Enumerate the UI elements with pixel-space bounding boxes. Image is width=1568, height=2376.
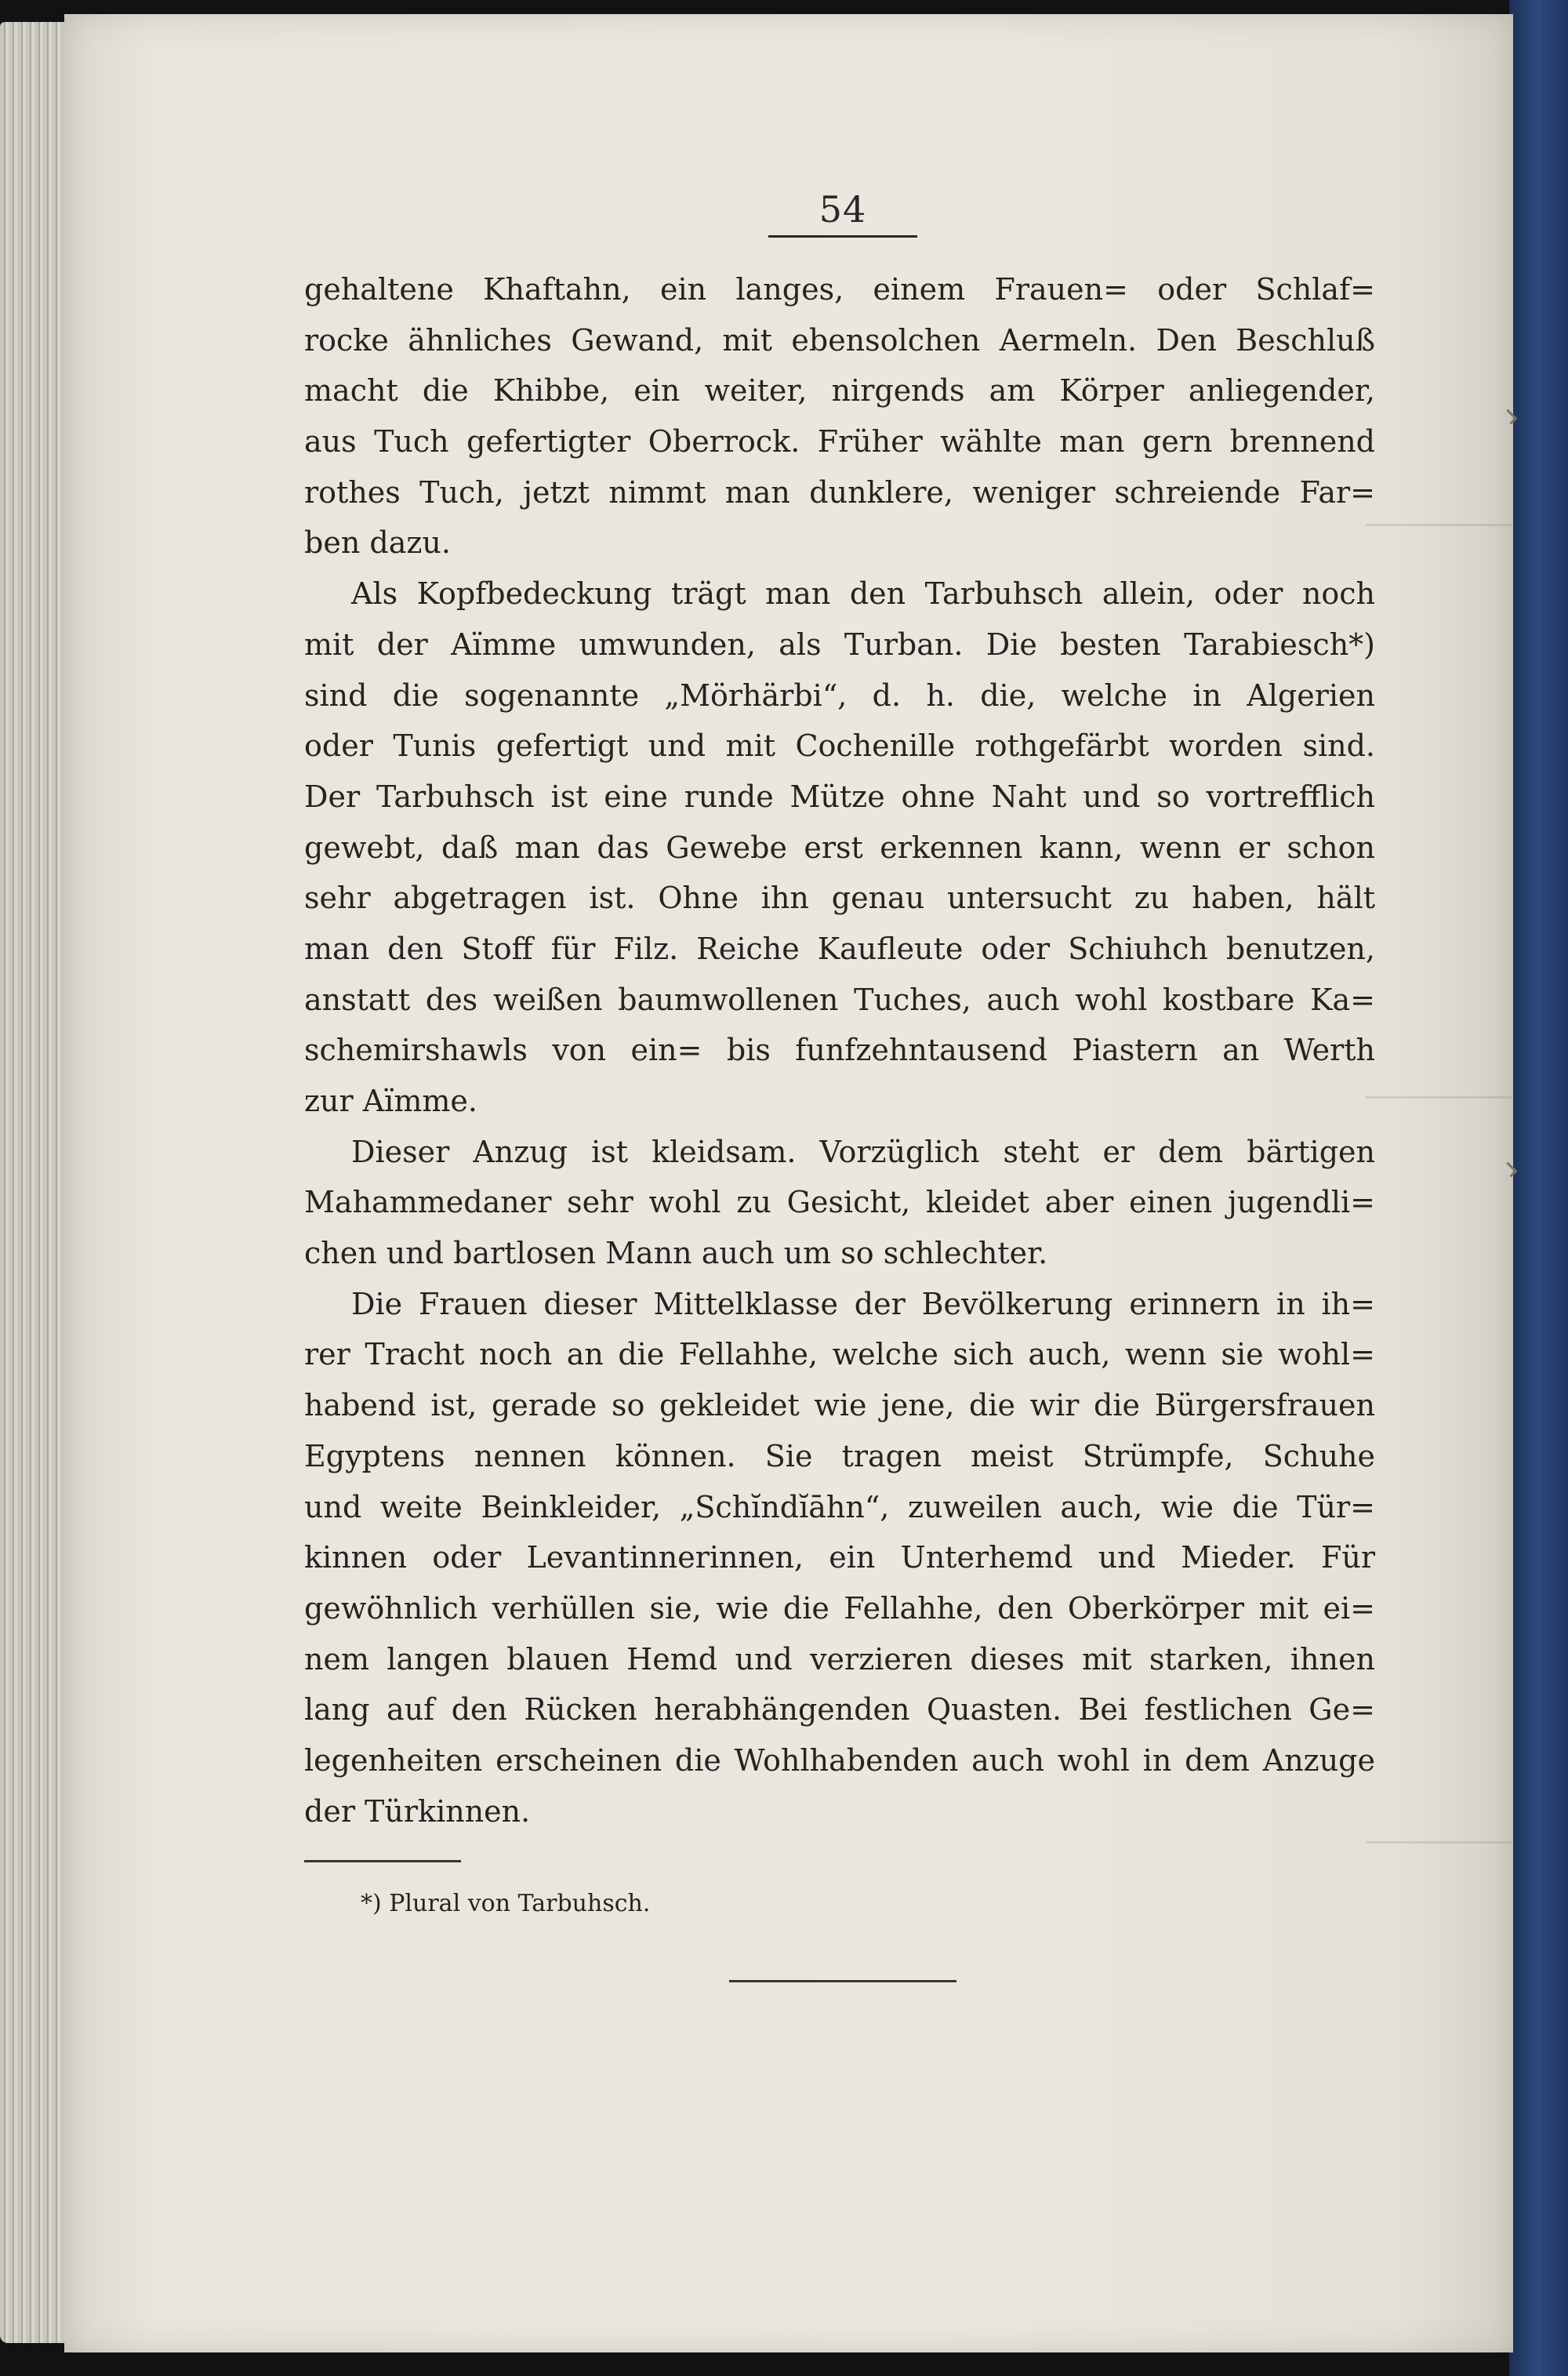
text-line: chen und bartlosen Mann auch um so schlechter. [304,1236,1048,1271]
text-line: Egyptens nennen können. Sie tragen meist Strümpfe, Schuhe [304,1438,1375,1473]
text-line: legenheiten erscheinen die Wohlhabenden auch wohl in dem Anzuge [304,1742,1375,1778]
text-line: sind die sogenannte „Mörhärbi“, d. h. die, welche in Algerien [304,678,1375,713]
text-line: mit der Aïmme umwunden, als Turban. Die besten Tarabiesch*) [304,627,1375,662]
book-cover-edge [1509,0,1568,2376]
text-line: sehr abgetragen ist. Ohne ihn genau untersucht zu haben, hält [304,881,1375,916]
bleed-through-mark [1366,524,1515,526]
text-line: man den Stoff für Filz. Reiche Kaufleute oder Schiuhch benutzen, [304,931,1375,966]
text-line: Dieser Anzug ist kleidsam. Vorzüglich steht er dem bärtigen [351,1134,1375,1169]
paragraph [304,569,1375,1127]
page-edges [0,22,71,2343]
text-line: kinnen oder Levantinnerinnen, ein Unterhemd und Mieder. Für [304,1540,1375,1575]
text-line: rothes Tuch, jetzt nimmt man dunklere, weniger schreiende Far= [304,474,1375,510]
text-line: Als Kopfbedeckung trägt man den Tarbuhsch allein, oder noch [351,576,1375,612]
page-number: 54 [818,188,867,231]
text-line: habend ist, gerade so gekleidet wie jene, die wir die Bürgersfrauen [304,1388,1375,1423]
text-line: und weite Beinkleider, „Schĭndĭāhn“, zuweilen auch, wie die Tür= [304,1489,1375,1524]
text-line: gehaltene Khaftahn, ein langes, einem Frauen= oder Schlaf= [304,272,1375,307]
text-line: nem langen blauen Hemd und verzieren dieses mit starken, ihnen [304,1641,1375,1677]
text-line: gewebt, daß man das Gewebe erst erkennen kann, wenn er schon [304,830,1375,865]
text-line: zur Aïmme. [304,1084,477,1118]
end-rule [729,1980,956,1982]
paragraph [304,1279,1375,1837]
bleed-through-mark [1366,1096,1515,1099]
text-line: oder Tunis gefertigt und mit Cochenille rothgefärbt worden sind. [304,728,1375,764]
paragraph [304,1127,1375,1279]
text-line: Der Tarbuhsch ist eine runde Mütze ohne Naht und so vortrefflich [304,779,1375,814]
text-line: Die Frauen dieser Mittelklasse der Bevölkerung erinnern in ih= [351,1286,1375,1321]
text-line: aus Tuch gefertigter Oberrock. Früher wählte man gern brennend [304,424,1375,460]
text-line: der Türkinnen. [304,1793,531,1829]
text-line: anstatt des weißen baumwollenen Tuches, auch wohl kostbare Ka= [304,982,1375,1017]
text-line: Mahammedaner sehr wohl zu Gesicht, kleidet aber einen jugendli= [304,1185,1375,1220]
text-line: lang auf den Rücken herabhängenden Quasten. Bei festlichen Ge= [304,1692,1375,1728]
bleed-through-mark [1366,1841,1515,1844]
text-line: macht die Khibbe, ein weiter, nirgends am Körper anliegender, [304,373,1375,409]
footnote-rule [304,1860,461,1862]
text-line: ben dazu. [304,525,451,561]
page-number-rule [768,235,917,238]
text-line: rer Tracht noch an die Fellahhe, welche sich auch, wenn sie wohl= [304,1337,1375,1372]
footnote: *) Plural von Tarbuhsch. [361,1890,651,1917]
text-line: rocke ähnliches Gewand, mit ebensolchen Aermeln. Den Beschluß [304,322,1375,358]
text-line: gewöhnlich verhüllen sie, wie die Fellahhe, den Oberkörper mit ei= [304,1590,1375,1626]
paragraph [304,264,1375,569]
body-text [304,264,1375,1836]
text-line: schemirshawls von ein= bis funfzehntausend Piastern an Werth [304,1033,1375,1068]
